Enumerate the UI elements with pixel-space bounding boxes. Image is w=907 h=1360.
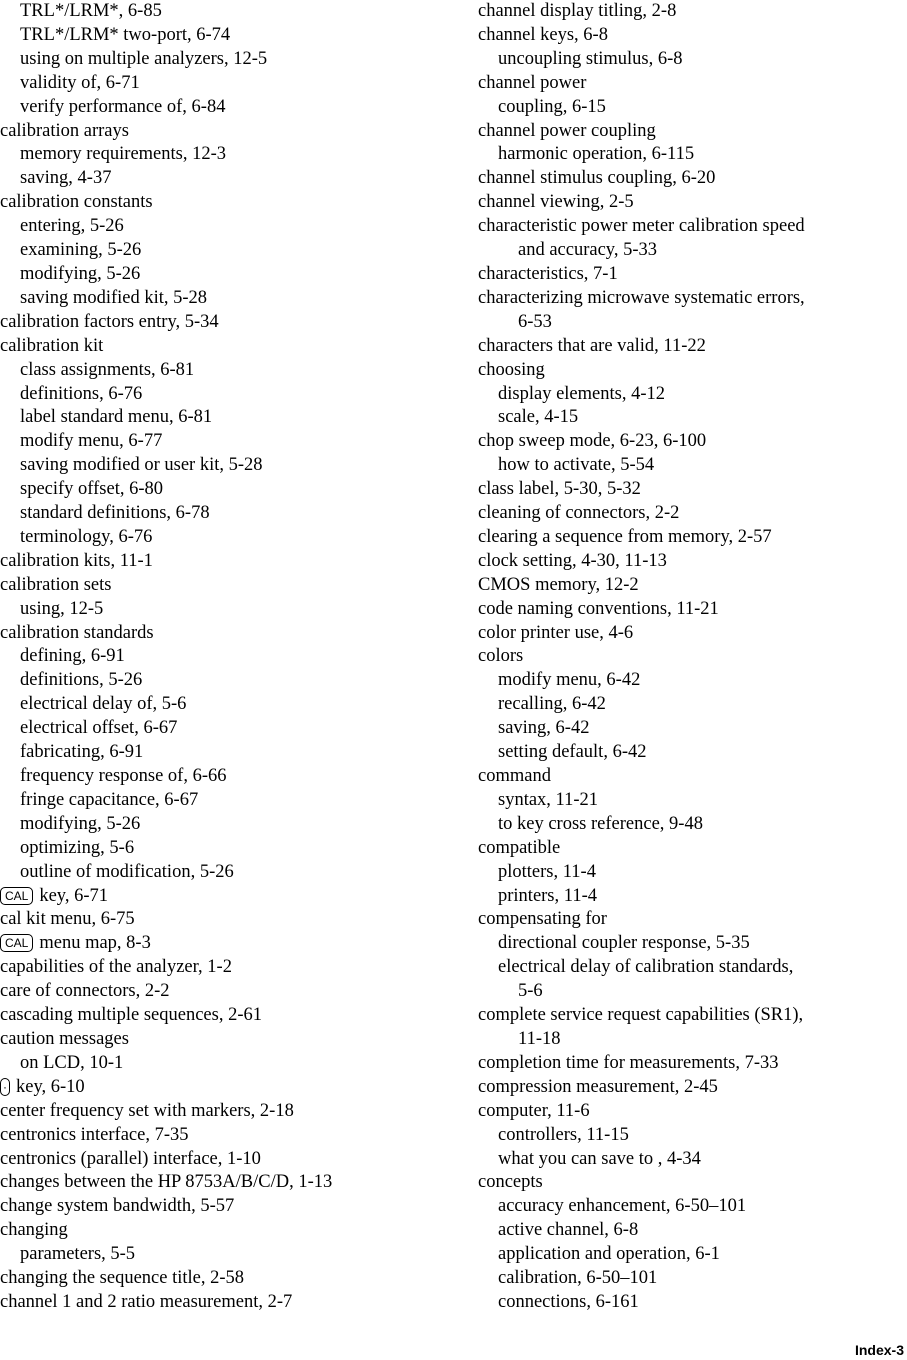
entry-text: frequency response of, 6-66 (20, 766, 227, 786)
entry-text: changes between the HP 8753A/B/C/D, 1-13 (0, 1172, 333, 1193)
front-panel-key-icon: CAL (0, 887, 33, 905)
index-entry (0, 980, 455, 1004)
index-entry (0, 335, 455, 359)
index-subentry (0, 502, 455, 526)
index-subentry (0, 669, 455, 693)
index-subentry (478, 956, 907, 1004)
index-entry (478, 0, 907, 24)
entry-text: compression measurement, 2-45 (478, 1076, 718, 1097)
index-entry (0, 550, 455, 574)
index-entry (478, 72, 907, 96)
index-entry (0, 1028, 455, 1052)
entry-text: setting default, 6-42 (498, 742, 647, 763)
index-subentry (0, 215, 455, 239)
index-subentry (478, 454, 907, 478)
index-entry (0, 956, 455, 980)
entry-text: key, 6-71 (39, 885, 109, 906)
entry-text: class label, 5-30, 5-32 (478, 479, 641, 500)
entry-text: recalling, 6-42 (498, 694, 606, 715)
index-subentry (478, 143, 907, 167)
index-subentry (478, 932, 907, 956)
index-subentry (0, 167, 455, 191)
entry-text: complete service request capabilities (SR1), (478, 1005, 804, 1026)
index-entry (478, 908, 907, 932)
index-entry (0, 1076, 455, 1100)
entry-text: TRL*/LRM*, 6-85 (20, 1, 162, 21)
index-subentry (0, 765, 455, 789)
index-entry (0, 1291, 455, 1315)
index-subentry (0, 48, 455, 72)
entry-text: syntax, 11-21 (498, 789, 599, 810)
index-subentry (0, 1243, 455, 1267)
index-entry (478, 765, 907, 789)
entry-text: chop sweep mode, 6-23, 6-100 (478, 431, 707, 452)
entry-text: calibration, 6-50–101 (498, 1268, 658, 1289)
entry-text: using, 12-5 (20, 598, 104, 619)
entry-text: colors (478, 646, 524, 667)
entry-text: clearing a sequence from memory, 2-57 (478, 526, 772, 547)
index-entry (478, 430, 907, 454)
index-subentry (0, 813, 455, 837)
entry-text: specify offset, 6-80 (20, 479, 163, 500)
entry-text: electrical delay of, 5-6 (20, 694, 187, 715)
entry-text: calibration constants (0, 192, 153, 213)
entry-text: examining, 5-26 (20, 240, 142, 261)
entry-text: characterizing microwave systematic errors, (478, 287, 805, 308)
entry-text: TRL*/LRM* two-port, 6-74 (20, 24, 231, 45)
entry-text: entering, 5-26 (20, 216, 124, 237)
entry-text: CMOS memory, 12-2 (478, 574, 639, 595)
entry-text: channel stimulus coupling, 6-20 (478, 168, 716, 189)
entry-text: memory requirements, 12-3 (20, 144, 227, 165)
index-subentry (0, 72, 455, 96)
index-entry (478, 167, 907, 191)
index-subentry (478, 789, 907, 813)
entry-text: channel viewing, 2-5 (478, 192, 634, 213)
entry-text: channel 1 and 2 ratio measurement, 2-7 (0, 1291, 293, 1312)
entry-text: command (478, 766, 551, 786)
entry-text: channel display titling, 2-8 (478, 1, 677, 21)
entry-text: completion time for measurements, 7-33 (478, 1052, 779, 1073)
entry-text: caution messages (0, 1028, 129, 1049)
entry-text: connections, 6-161 (498, 1291, 639, 1312)
index-subentry (478, 669, 907, 693)
entry-text: concepts (478, 1172, 543, 1193)
index-subentry (478, 813, 907, 837)
index-subentry (0, 24, 455, 48)
entry-text: centronics interface, 7-35 (0, 1124, 189, 1145)
entry-text: controllers, 11-15 (498, 1124, 629, 1145)
entry-text: modify menu, 6-42 (498, 670, 641, 691)
index-subentry (0, 383, 455, 407)
index-subentry (0, 287, 455, 311)
entry-text: what you can save to , 4-34 (498, 1148, 701, 1169)
index-subentry (0, 717, 455, 741)
index-subentry (478, 1148, 907, 1172)
index-subentry (478, 406, 907, 430)
index-entry (478, 1004, 907, 1052)
index-subentry (478, 1195, 907, 1219)
entry-text: channel power (478, 72, 587, 93)
index-entry (478, 574, 907, 598)
entry-text: care of connectors, 2-2 (0, 981, 170, 1002)
index-entry (478, 598, 907, 622)
entry-text: changing (0, 1220, 68, 1241)
index-entry (0, 1171, 455, 1195)
entry-text: modify menu, 6-77 (20, 431, 163, 452)
entry-text: application and operation, 6-1 (498, 1244, 720, 1265)
entry-text: code naming conventions, 11-21 (478, 598, 719, 619)
entry-text: calibration factors entry, 5-34 (0, 311, 219, 332)
index-column-left (0, 0, 455, 1315)
entry-text: menu map, 8-3 (39, 933, 151, 954)
entry-text: cal kit menu, 6-75 (0, 909, 135, 930)
index-entry (478, 550, 907, 574)
entry-text: accuracy enhancement, 6-50–101 (498, 1196, 747, 1217)
index-entry (0, 1124, 455, 1148)
index-entry (0, 1195, 455, 1219)
front-panel-key-icon: CAL (0, 934, 33, 952)
entry-text: on LCD, 10-1 (20, 1052, 124, 1073)
entry-text: calibration kit (0, 335, 104, 356)
entry-text: characteristic power meter calibration speed (478, 216, 805, 237)
index-subentry (478, 1267, 907, 1291)
entry-text: label standard menu, 6-81 (20, 407, 213, 428)
index-subentry (0, 0, 455, 24)
index-entry (0, 574, 455, 598)
index-entry (478, 24, 907, 48)
entry-text: scale, 4-15 (498, 407, 579, 428)
entry-text: display elements, 4-12 (498, 383, 665, 404)
index-subentry (478, 1219, 907, 1243)
index-entry (0, 1267, 455, 1291)
entry-text: electrical delay of calibration standards, (498, 957, 794, 978)
entry-text: how to activate, 5-54 (498, 455, 655, 476)
index-entry (478, 335, 907, 359)
entry-text: validity of, 6-71 (20, 72, 140, 93)
entry-text: choosing (478, 359, 545, 380)
index-subentry (0, 1052, 455, 1076)
index-subentry (0, 359, 455, 383)
index-entry (0, 120, 455, 144)
index-subentry (0, 526, 455, 550)
index-subentry (478, 383, 907, 407)
entry-text: changing the sequence title, 2-58 (0, 1268, 245, 1289)
index-entry (478, 622, 907, 646)
entry-text: verify performance of, 6-84 (20, 96, 226, 117)
entry-text: parameters, 5-5 (20, 1244, 136, 1265)
entry-text: terminology, 6-76 (20, 526, 153, 547)
index-subentry (478, 96, 907, 120)
entry-text: saving, 4-37 (20, 168, 112, 189)
index-entry (0, 1219, 455, 1243)
entry-text: calibration standards (0, 622, 154, 643)
entry-text: key, 6-10 (16, 1076, 85, 1097)
entry-text: to key cross reference, 9-48 (498, 813, 703, 834)
index-entry (0, 311, 455, 335)
entry-text: saving, 6-42 (498, 718, 590, 739)
index-subentry (0, 430, 455, 454)
index-subentry (478, 1124, 907, 1148)
index-subentry (0, 861, 455, 885)
index-subentry (478, 741, 907, 765)
entry-text: centronics (parallel) interface, 1-10 (0, 1148, 261, 1169)
entry-text: change system bandwidth, 5-57 (0, 1196, 235, 1217)
page-number: Index-3 (854, 1342, 904, 1358)
index-entry (0, 1004, 455, 1028)
entry-text: computer, 11-6 (478, 1100, 590, 1121)
index-subentry (0, 143, 455, 167)
front-panel-key-icon: · (0, 1078, 10, 1096)
entry-text: class assignments, 6-81 (20, 359, 195, 380)
index-entry (478, 645, 907, 669)
entry-text: modifying, 5-26 (20, 813, 141, 834)
entry-text: active channel, 6-8 (498, 1220, 639, 1241)
entry-text: printers, 11-4 (498, 885, 597, 906)
entry-continuation: 11-18 (518, 1028, 561, 1049)
entry-text: uncoupling stimulus, 6-8 (498, 48, 683, 69)
entry-text: center frequency set with markers, 2-18 (0, 1100, 294, 1121)
index-subentry (478, 1291, 907, 1315)
entry-text: characteristics, 7-1 (478, 263, 618, 284)
index-entry (478, 359, 907, 383)
entry-text: channel keys, 6-8 (478, 24, 608, 45)
index-entry (478, 287, 907, 335)
index-entry (478, 215, 907, 263)
index-entry (0, 622, 455, 646)
index-entry (0, 908, 455, 932)
index-subentry (478, 48, 907, 72)
entry-continuation: and accuracy, 5-33 (518, 240, 658, 261)
index-subentry (478, 717, 907, 741)
entry-text: capabilities of the analyzer, 1-2 (0, 957, 232, 978)
index-entry (0, 932, 455, 956)
entry-continuation: 6-53 (518, 311, 552, 332)
entry-text: standard definitions, 6-78 (20, 503, 210, 524)
index-subentry (0, 741, 455, 765)
entry-text: cascading multiple sequences, 2-61 (0, 1005, 262, 1026)
entry-text: saving modified or user kit, 5-28 (20, 455, 263, 476)
index-subentry (0, 645, 455, 669)
entry-text: compatible (478, 837, 561, 858)
index-entry (478, 478, 907, 502)
index-subentry (0, 454, 455, 478)
index-entry (478, 502, 907, 526)
entry-text: saving modified kit, 5-28 (20, 287, 208, 308)
index-subentry (0, 598, 455, 622)
index-entry (478, 526, 907, 550)
entry-text: cleaning of connectors, 2-2 (478, 503, 680, 524)
index-entry (478, 263, 907, 287)
index-entry (0, 885, 455, 909)
entry-text: modifying, 5-26 (20, 263, 141, 284)
index-entry (478, 1052, 907, 1076)
index-subentry (0, 263, 455, 287)
index-subentry (0, 239, 455, 263)
entry-continuation: 5-6 (518, 981, 543, 1002)
entry-text: electrical offset, 6-67 (20, 718, 178, 739)
entry-text: calibration kits, 11-1 (0, 550, 153, 571)
entry-text: optimizing, 5-6 (20, 837, 135, 858)
entry-text: directional coupler response, 5-35 (498, 933, 750, 954)
entry-text: clock setting, 4-30, 11-13 (478, 550, 667, 571)
index-subentry (478, 693, 907, 717)
index-subentry (0, 478, 455, 502)
index-entry (478, 837, 907, 861)
entry-text: definitions, 5-26 (20, 670, 143, 691)
entry-text: compensating for (478, 909, 607, 930)
index-subentry (478, 861, 907, 885)
entry-text: using on multiple analyzers, 12-5 (20, 48, 268, 69)
index-subentry (0, 789, 455, 813)
entry-text: calibration arrays (0, 120, 129, 141)
index-entry (0, 1100, 455, 1124)
entry-text: calibration sets (0, 574, 112, 595)
index-subentry (0, 96, 455, 120)
entry-text: plotters, 11-4 (498, 861, 596, 882)
index-entry (478, 191, 907, 215)
entry-text: channel power coupling (478, 120, 656, 141)
entry-text: fringe capacitance, 6-67 (20, 789, 199, 810)
index-subentry (478, 885, 907, 909)
index-column-right (478, 0, 907, 1315)
entry-text: outline of modification, 5-26 (20, 861, 234, 882)
index-entry (478, 120, 907, 144)
entry-text: harmonic operation, 6-115 (498, 144, 695, 165)
entry-text: characters that are valid, 11-22 (478, 335, 706, 356)
entry-text: defining, 6-91 (20, 646, 125, 667)
entry-text: color printer use, 4-6 (478, 622, 634, 643)
entry-text: fabricating, 6-91 (20, 742, 144, 763)
index-entry (478, 1076, 907, 1100)
index-entry (478, 1100, 907, 1124)
entry-text: definitions, 6-76 (20, 383, 143, 404)
index-subentry (0, 693, 455, 717)
index-subentry (0, 837, 455, 861)
entry-text: coupling, 6-15 (498, 96, 606, 117)
index-subentry (478, 1243, 907, 1267)
index-subentry (0, 406, 455, 430)
index-entry (478, 1171, 907, 1195)
index-entry (0, 191, 455, 215)
index-entry (0, 1148, 455, 1172)
